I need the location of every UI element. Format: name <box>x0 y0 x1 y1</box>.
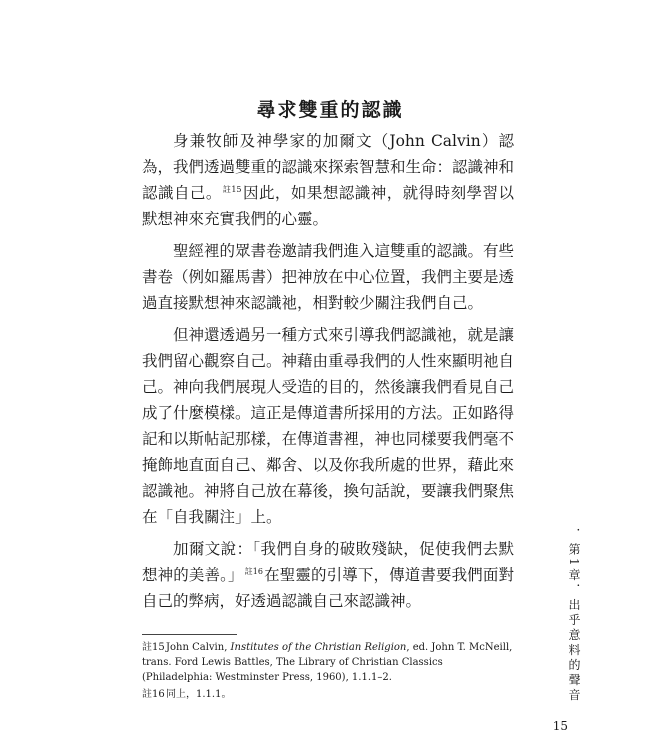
footnote-text: , ed. John T. McNeill, trans. Ford Lewis Battles, The Library of Christian Classics (Philadelphia: Westminster Press, 1960), 1.1.1–2. <box>142 642 513 683</box>
paragraph-4 <box>142 536 514 614</box>
footnotes <box>142 640 514 704</box>
footnote-number: 註15 <box>142 642 165 653</box>
footnote-text: 同上，1.1.1。 <box>166 689 232 700</box>
footnote-book-title: Institutes of the Christian Religion <box>230 642 407 653</box>
page-number: 15 <box>552 719 568 733</box>
footnote-16 <box>142 687 514 702</box>
footnote-reference-16[interactable]: 註16 <box>244 566 263 576</box>
paragraph-text: 身兼牧師及神學家的加爾文（John Calvin）認為，我們透過雙重的認識來探索智慧和生命：認識神和認識自己。 <box>142 132 515 202</box>
paragraph-text: 因此，如果想認識神，就得時刻學習以默想神來充實我們的心靈。 <box>142 184 514 228</box>
paragraph-text: 加爾文說：「我們自身的破敗殘缺，促使我們去默想神的美善。」 <box>142 540 514 584</box>
paragraph-3 <box>142 322 514 530</box>
footnote-text: John Calvin, <box>166 642 231 653</box>
paragraph-text: 但神還透過另一種方式來引導我們認識祂，就是讓我們留心觀察自己。神藉由重尋我們的人性來顯明祂自己。神向我們展現人受造的目的，然後讓我們看見自己成了什麼模樣。這正是傳道書所採用的方法。正如路得記和以斯帖記那樣，在傳道書裡，神也同樣要我們毫不掩飾地直面自己、鄰舍、以及你我所處的世界，藉此來認識祂。神將自己放在幕後，換句話說，要讓我們聚焦在「自我關注」上。 <box>142 326 515 526</box>
paragraph-text: 在聖靈的引導下，傳道書要我們面對自己的弊病，好透過認識自己來認識神。 <box>142 566 514 610</box>
paragraph-1 <box>142 128 514 232</box>
body-text <box>142 128 514 620</box>
footnote-divider <box>142 634 237 635</box>
footnote-reference-15[interactable]: 註15 <box>222 184 242 194</box>
section-title: 尋求雙重的認識 <box>256 99 404 121</box>
footnote-15 <box>142 640 514 685</box>
paragraph-2 <box>142 238 514 316</box>
footnote-number: 註16 <box>142 689 165 700</box>
chapter-running-head: ．第1章．出乎意料的聲音 <box>567 528 581 704</box>
paragraph-text: 聖經裡的眾書卷邀請我們進入這雙重的認識。有些書卷（例如羅馬書）把神放在中心位置，我們主要是透過直接默想神來認識祂，相對較少關注我們自己。 <box>142 242 515 312</box>
